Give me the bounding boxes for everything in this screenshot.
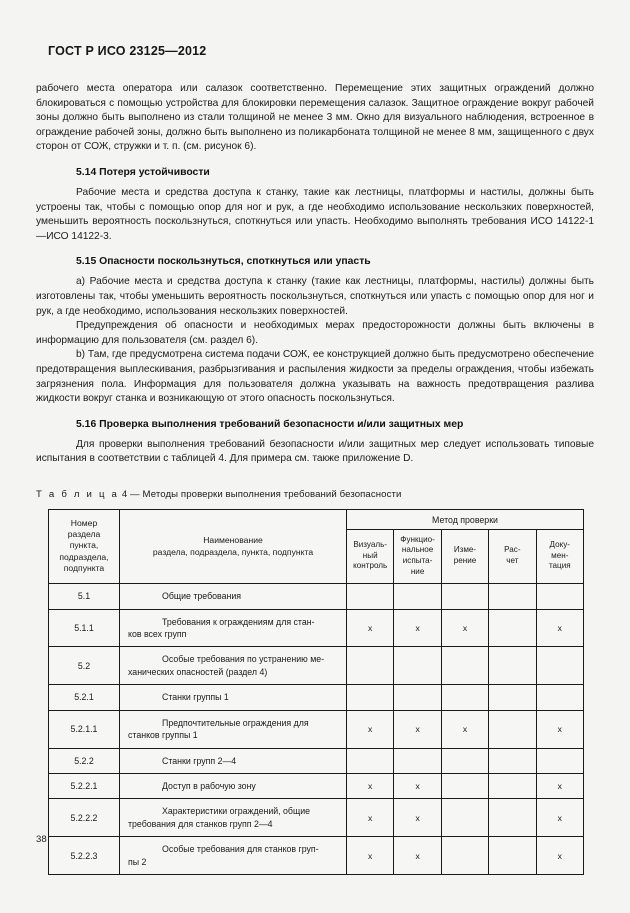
row-mark-documentation: х [536, 799, 583, 837]
row-clause-title [120, 647, 347, 685]
row-mark-visual-inspection [347, 748, 394, 773]
row-clause-number: 5.2 [49, 647, 120, 685]
row-title-line: Особые требования для станков груп- [162, 844, 319, 855]
row-title-line: ханических опасностей (раздел 4) [128, 666, 268, 677]
row-clause-number: 5.2.2.3 [49, 837, 120, 875]
row-title-line: ков всех групп [128, 629, 187, 640]
row-mark-functional-test: х [394, 837, 441, 875]
row-mark-visual-inspection [347, 647, 394, 685]
page-number: 38 [36, 834, 47, 845]
row-title-line: Требования к ограждениям для стан- [162, 616, 315, 627]
row-clause-title [120, 773, 347, 798]
documentation-line-2: мен- [551, 550, 569, 560]
row-mark-calculation [489, 647, 536, 685]
row-clause-number: 5.2.1.1 [49, 710, 120, 748]
row-clause-title [120, 837, 347, 875]
row-clause-number: 5.2.2.2 [49, 799, 120, 837]
row-mark-visual-inspection: х [347, 609, 394, 647]
row-clause-title [120, 710, 347, 748]
visual-line-3: контроль [353, 561, 388, 571]
row-clause-title [120, 799, 347, 837]
documentation-line-3: тация [548, 561, 571, 571]
row-mark-functional-test: х [394, 773, 441, 798]
row-mark-documentation [536, 748, 583, 773]
row-mark-measurement [441, 647, 488, 685]
header-name-line-2: раздела, подраздела, пункта, подпункта [152, 546, 314, 557]
row-title-line: Общие требования [162, 591, 242, 602]
row-clause-number: 5.1.1 [49, 609, 120, 647]
row-mark-functional-test [394, 748, 441, 773]
row-title-line: Предпочтительные ограждения для [162, 717, 309, 728]
header-name-line-1: Наименование [203, 535, 263, 546]
row-mark-measurement [441, 837, 488, 875]
header-cell-documentation [536, 529, 583, 583]
functional-line-4: ние [410, 566, 425, 576]
table-row [49, 584, 584, 609]
functional-line-3: испыта- [402, 556, 433, 566]
functional-line-2: нальное [401, 545, 434, 555]
calculation-line-1: Рас- [504, 545, 521, 555]
row-mark-visual-inspection: х [347, 773, 394, 798]
row-title-line: требования для станков групп 2—4 [128, 818, 273, 829]
table-row [49, 773, 584, 798]
functional-line-1: Функцио- [400, 534, 435, 544]
row-mark-documentation: х [536, 773, 583, 798]
row-mark-documentation: х [536, 710, 583, 748]
row-title-line: пы 2 [128, 856, 147, 867]
documentation-line-1: Доку- [549, 540, 570, 550]
table-caption [36, 489, 594, 500]
row-mark-measurement [441, 773, 488, 798]
verification-methods-table [48, 509, 584, 875]
table-row [49, 647, 584, 685]
row-clause-number: 5.1 [49, 584, 120, 609]
section-5-16-paragraph-1: Для проверки выполнения требований безопасности и/или защитных мер следует использовать типовые испытания в соответствии с таблицей 4. Для примера см. также приложение D. [36, 438, 594, 465]
row-title-line: станков группы 1 [128, 730, 198, 741]
header-number-line-4: подраздела, [59, 551, 109, 562]
row-mark-measurement [441, 799, 488, 837]
row-mark-visual-inspection: х [347, 710, 394, 748]
row-mark-functional-test: х [394, 710, 441, 748]
row-mark-calculation [489, 609, 536, 647]
row-clause-number: 5.2.1 [49, 685, 120, 710]
row-mark-functional-test [394, 685, 441, 710]
calculation-line-2: чет [506, 556, 519, 566]
row-mark-calculation [489, 837, 536, 875]
row-title-line: Характеристики ограждений, общие [162, 806, 311, 817]
row-clause-number: 5.2.2 [49, 748, 120, 773]
section-5-14-paragraph-1: Рабочие места и средства доступа к станку, такие как лестницы, платформы и настилы, должны быть устроены так, чтобы с помощью опор для ног и рук, а где необходимо использование нескользких поверхностей, уменьшить вероятность поскользнуться, споткнуться или упасть. Необходимо выполнять требования ИСО 14122-1—ИСО 14122-3. [36, 186, 594, 242]
row-mark-documentation [536, 584, 583, 609]
row-mark-calculation [489, 584, 536, 609]
row-mark-visual-inspection [347, 584, 394, 609]
section-5-15-paragraph-2: Предупреждения об опасности и необходимых мерах предосторожности должны быть включены в информацию для пользователя (см. раздел 6). [36, 320, 594, 346]
row-mark-functional-test [394, 584, 441, 609]
row-mark-functional-test [394, 647, 441, 685]
row-title-line: Доступ в рабочую зону [162, 780, 256, 791]
section-5-15-paragraph-a: а) Рабочие места и средства доступа к станку (такие как лестницы, платформы, настилы) должны быть изготовлены так, чтобы уменьшить вероятность поскользнуться, споткнуться или упасть с помощью опор для ног и рук, а где необходимо, использования нескользких поверхностей. [36, 276, 594, 317]
paragraph-continuation: рабочего места оператора или салазок соответственно. Перемещение этих защитных ограждений должно блокироваться с помощью устройства для блокировки перемещения салазок. Защитное ограждение вокруг рабочей зоны должно быть выполнено из стали толщиной не менее 3 мм. Окно для визуального наблюдения, встроенное в ограждение рабочей зоны, должно быть выполнено из поликарбоната толщиной не менее 8 мм, защищенного с двух сторон от СОЖ, стружки и т. п. (см. рисунок 6). [36, 83, 594, 153]
header-cell-method-group: Метод проверки [347, 509, 584, 529]
row-title-line: Станки групп 2—4 [162, 755, 237, 766]
row-mark-measurement: х [441, 710, 488, 748]
document-body [36, 82, 594, 875]
table-row [49, 837, 584, 875]
section-5-15-paragraph-b: b) Там, где предусмотрена система подачи СОЖ, ее конструкцией должно быть предусмотрено обеспечение предотвращения выплескивания, разбрызгивания и распыления жидкости за пределы ограждения, чтобы избежать загрязнения пола. Информация для пользователя должна указывать на важность предотвращения разлива жидкости вокруг станка и возникающую от этого опасность поскользнуться. [36, 349, 594, 405]
header-number-line-3: пункта, [69, 540, 99, 551]
table-caption-number: 4 [121, 488, 128, 500]
row-title-line: Особые требования по устранению ме- [162, 654, 325, 665]
table-caption-title: Методы проверки выполнения требований безопасности [142, 488, 402, 500]
row-mark-measurement [441, 685, 488, 710]
row-mark-visual-inspection: х [347, 837, 394, 875]
table-row [49, 799, 584, 837]
header-number-line-1: Номер [70, 517, 98, 528]
header-cell-measurement [441, 529, 488, 583]
row-mark-calculation [489, 773, 536, 798]
row-mark-measurement [441, 584, 488, 609]
header-cell-number [49, 509, 120, 583]
table-body [49, 584, 584, 875]
header-number-line-5: подпункта [63, 563, 105, 574]
row-mark-documentation [536, 647, 583, 685]
header-cell-name [120, 509, 347, 583]
section-heading-5-15: 5.15 Опасности поскользнуться, споткнуться или упасть [76, 256, 371, 268]
row-clause-title [120, 748, 347, 773]
header-cell-functional-test [394, 529, 441, 583]
row-mark-calculation [489, 710, 536, 748]
row-mark-visual-inspection [347, 685, 394, 710]
visual-line-1: Визуаль- [353, 540, 388, 550]
table-row [49, 710, 584, 748]
table-header-row-1 [49, 509, 584, 529]
row-mark-calculation [489, 799, 536, 837]
row-mark-functional-test: х [394, 609, 441, 647]
row-title-line: Станки группы 1 [162, 692, 229, 703]
row-clause-title [120, 609, 347, 647]
measurement-line-2: рение [453, 556, 477, 566]
table-caption-label: Т а б л и ц а [36, 488, 120, 500]
measurement-line-1: Изме- [453, 545, 477, 555]
row-mark-documentation [536, 685, 583, 710]
row-mark-documentation: х [536, 837, 583, 875]
standard-header: ГОСТ Р ИСО 23125—2012 [48, 44, 207, 58]
row-mark-calculation [489, 748, 536, 773]
section-heading-5-14: 5.14 Потеря устойчивости [76, 166, 210, 178]
table-row [49, 748, 584, 773]
row-mark-functional-test: х [394, 799, 441, 837]
row-clause-number: 5.2.2.1 [49, 773, 120, 798]
row-clause-title [120, 685, 347, 710]
row-mark-measurement: х [441, 609, 488, 647]
row-mark-measurement [441, 748, 488, 773]
header-number-line-2: раздела [67, 528, 101, 539]
header-cell-visual-inspection [347, 529, 394, 583]
row-mark-calculation [489, 685, 536, 710]
table-row [49, 685, 584, 710]
table-row [49, 609, 584, 647]
row-mark-documentation: х [536, 609, 583, 647]
row-clause-title [120, 584, 347, 609]
table-caption-dash: — [130, 488, 140, 500]
section-heading-5-16: 5.16 Проверка выполнения требований безопасности и/или защитных мер [76, 418, 464, 430]
visual-line-2: ный [362, 550, 378, 560]
row-mark-visual-inspection: х [347, 799, 394, 837]
table-head [49, 509, 584, 583]
header-cell-calculation [489, 529, 536, 583]
